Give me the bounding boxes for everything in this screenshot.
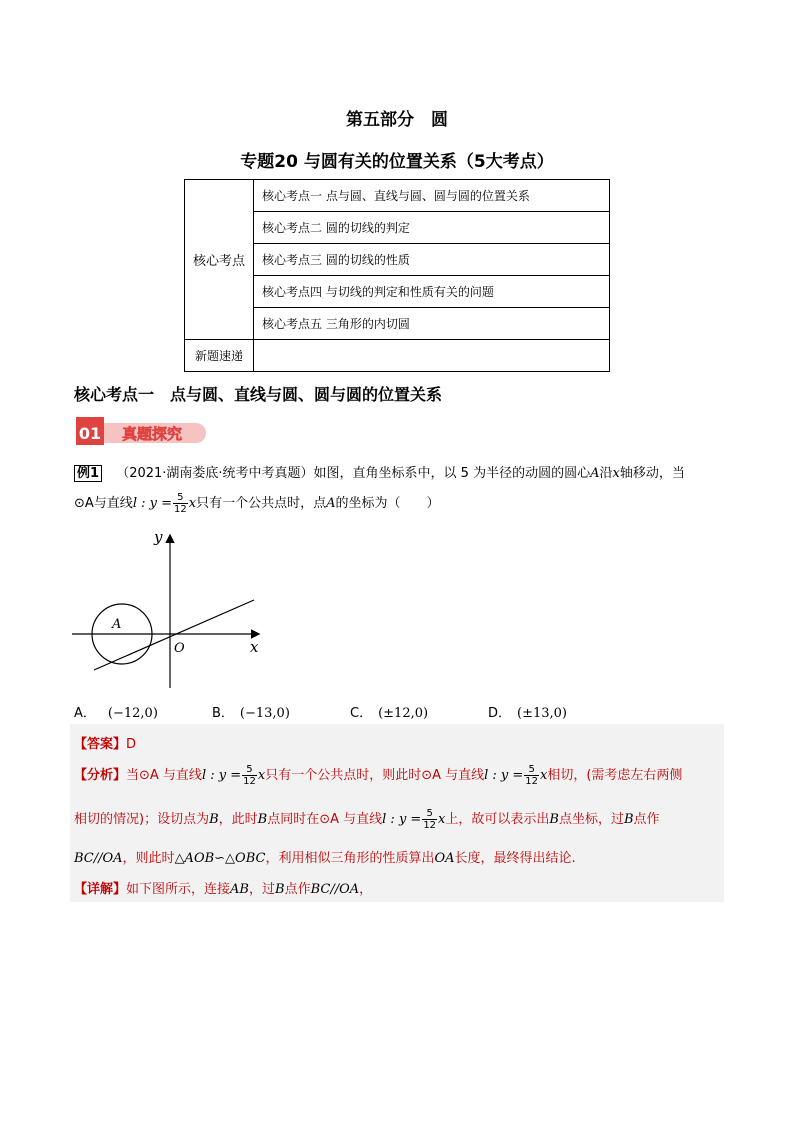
detail-line: [74, 878, 372, 897]
analysis-expr-1: l : y =: [201, 768, 242, 783]
part-title: 第五部分 圆: [346, 110, 448, 130]
question-text-2c: 的坐标为（ ）: [335, 496, 440, 511]
analysis-text-3f: 长度，最终得出结论.: [454, 851, 576, 866]
analysis-line-1: [74, 764, 682, 787]
analysis-fraction-2: $\frac{5}{12}$: [525, 764, 539, 787]
detail-text-e: 点作: [284, 882, 311, 897]
new-questions-row-head: 新题速递: [185, 340, 254, 372]
question-text-1b: 沿: [599, 466, 613, 481]
detail-ab: AB: [230, 882, 249, 897]
analysis-var-x-3: x: [438, 812, 446, 827]
banner-text: 真题探究: [121, 425, 183, 443]
choice-c: C． (±12,0): [350, 706, 429, 721]
line-l: [94, 600, 254, 670]
analysis-line-2: [74, 808, 660, 831]
analysis-text-2e: 点坐标，过: [558, 812, 624, 827]
new-questions-value: [254, 340, 610, 372]
choice-b: B． (−13,0): [212, 706, 290, 721]
core-point-item-1: 核心考点一 点与圆、直线与圆、圆与圆的位置关系: [254, 180, 610, 212]
analysis-var-b-4: B: [623, 812, 634, 827]
analysis-text-3d: ，利用相似三角形的性质算出: [265, 851, 435, 866]
var-a: A: [590, 466, 600, 481]
detail-b: B: [275, 882, 285, 897]
core-points-table: [184, 179, 610, 372]
analysis-bc-parallel-oa: BC//OA: [74, 851, 123, 866]
analysis-text-2d: 上，故可以表示出: [445, 812, 550, 827]
analysis-oa: OA: [434, 851, 455, 866]
analysis-var-b-1: B: [209, 812, 219, 827]
var-x: x: [612, 466, 620, 481]
detail-text-g: ，: [359, 882, 373, 897]
question-text-2a: 与直线: [93, 496, 133, 511]
analysis-var-b-2: B: [257, 812, 268, 827]
section-heading: 核心考点一 点与圆、直线与圆、圆与圆的位置关系: [74, 385, 443, 404]
choice-a: A． (−12,0): [74, 706, 158, 721]
label-origin: O: [174, 641, 185, 656]
core-point-item-4: 核心考点四 与切线的判定和性质有关的问题: [254, 276, 610, 308]
core-point-item-3: 核心考点三 圆的切线的性质: [254, 244, 610, 276]
analysis-fraction-1: $\frac{5}{12}$: [243, 764, 256, 787]
example-badge: 例1: [74, 465, 102, 482]
core-points-row-head: 核心考点: [185, 180, 254, 340]
question-text-2b: 只有一个公共点时，点: [196, 496, 327, 511]
circle-a-symbol: ⊙A: [74, 496, 94, 511]
analysis-tag: 【分析】: [74, 768, 127, 783]
analysis-text-1b: 只有一个公共点时，则此时⊙A 与直线: [265, 768, 485, 783]
analysis-similar-triangles: △AOB∽△OBC: [174, 851, 266, 866]
analysis-var-x-2: x: [540, 768, 548, 783]
choice-d: D． (±13,0): [488, 706, 567, 721]
detail-text-a: 如下图所示，连接: [126, 882, 231, 897]
analysis-line-3: [74, 847, 576, 866]
question-text-1c: 轴移动，当: [619, 466, 685, 481]
analysis-text-2c: 点同时在⊙A 与直线: [267, 812, 383, 827]
detail-bc-parallel-oa: BC//OA: [310, 882, 360, 897]
fraction-5-12: [173, 492, 188, 515]
question-line-1: [74, 462, 685, 481]
fraction-denominator: 12: [173, 504, 187, 515]
analysis-expr-3: l : y =: [382, 812, 422, 827]
banner-number: 01: [78, 424, 102, 443]
label-y: y: [154, 528, 163, 546]
analysis-expr-2: l : y =: [484, 768, 524, 783]
analysis-var-b-3: B: [549, 812, 559, 827]
question-line-2: [74, 492, 439, 515]
var-a-2: A: [326, 496, 336, 511]
core-point-item-2: 核心考点二 圆的切线的判定: [254, 212, 610, 244]
core-point-item-5: 核心考点五 三角形的内切圆: [254, 308, 610, 340]
section-banner: [70, 413, 212, 451]
label-x: x: [250, 638, 259, 656]
analysis-text-2a: 相切的情况)；设切点为: [74, 812, 210, 827]
answer-line: [74, 733, 136, 752]
analysis-text-1c: 相切，(需考虑左右两侧: [547, 768, 683, 783]
topic-title: 专题20 与圆有关的位置关系（5大考点）: [240, 152, 554, 172]
fraction-numerator: 5: [173, 492, 188, 504]
example-source: （2021·湖南娄底·统考中考真题）: [116, 466, 314, 481]
coordinate-figure: [66, 528, 266, 694]
analysis-fraction-3: $\frac{5}{12}$: [423, 808, 437, 831]
var-x-2: x: [188, 496, 197, 511]
detail-tag: 【详解】: [74, 882, 127, 897]
analysis-var-x-1: x: [257, 768, 266, 783]
line-expression: l : y =: [132, 496, 172, 511]
analysis-text-2f: 点作: [633, 812, 660, 827]
detail-text-c: ，过: [248, 882, 275, 897]
analysis-text-1a: 当⊙A 与直线: [126, 768, 202, 783]
label-a: A: [112, 617, 122, 632]
analysis-text-3b: ，则此时: [122, 851, 175, 866]
analysis-text-2b: ，此时: [218, 812, 258, 827]
answer-value: D: [126, 737, 137, 752]
answer-tag: 【答案】: [74, 737, 127, 752]
question-text-1a: 如图，直角坐标系中，以 5 为半径的动圆的圆心: [313, 466, 591, 481]
